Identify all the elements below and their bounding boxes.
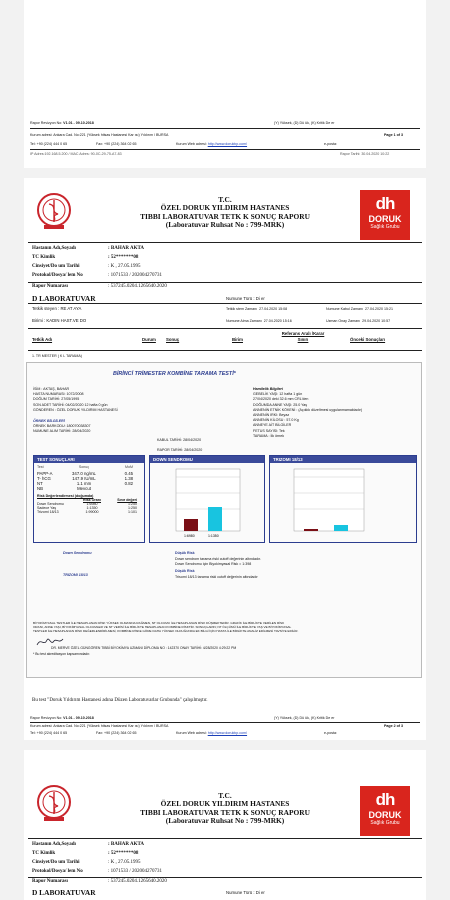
revision-label-2: Rapor Revizyon No: V1.01 - 09.10.2018 — [30, 716, 94, 720]
report-title: BİRİNCİ TRİMESTER KOMBİNE TARAMA TESTİ* — [113, 371, 236, 377]
flags-legend: (Y) Yüksek, (D) Dü ük, (K) Kritik De er — [274, 121, 335, 125]
protokol-value: : 1071533 / 202004270731 — [108, 273, 163, 278]
partner-note: Bu test "Doruk Yıldırım Hastanesi adına Düzen Laboratuvarlar Grubunda" çalışılmıştır. — [32, 698, 208, 703]
protokol-value-2: : 1071533 / 202004270731 — [108, 869, 163, 874]
page-2 — [24, 178, 426, 740]
dob-value-2: : K , 27.05.1995 — [108, 860, 141, 865]
protokol-label: Protokol/Dosya/ lem No — [32, 273, 83, 278]
kabul-tarihi: KABUL TARİHİ: 28/04/2020 — [157, 438, 202, 442]
patient-name-label-2: Hastanın Adı,Soyadı — [32, 842, 76, 847]
tel: Tel: +90 (224) 444 0 65 — [30, 142, 68, 146]
down-chart-svg — [150, 463, 264, 539]
department-2: D LABORATUVAR — [32, 888, 96, 897]
web-link[interactable]: http://www.doruktıp.com/ — [207, 142, 248, 146]
ip-line: IP Adres:192.168.5.200 / MAC Adres: 90-0C-29-75-A7-83 — [30, 152, 122, 156]
page-number-2: Page 2 of 3 — [384, 724, 403, 728]
protokol-label-2: Protokol/Dosya/ lem No — [32, 869, 83, 874]
flags-legend-2: (Y) Yüksek, (D) Dü ük, (K) Kritik De er — [274, 716, 335, 720]
web-address-2: Kurum Web adresi: http://www.doruktıp.com/ — [176, 731, 248, 735]
patient-name-label: Hastanın Adı,Soyadı — [32, 246, 76, 251]
col-birim: Birim — [232, 337, 243, 342]
unit: Birimi : KADIN HAST.VE DO — [32, 318, 87, 323]
web-address: Kurum Web adresi: http://www.doruktıp.com/ — [176, 142, 248, 146]
header-title-2: T.C. ÖZEL DORUK YILDIRIM HASTANES TIBBI LABORATUVAR TETK K SONUÇ RAPORU (Laboratuvar Ruhsat No : 799-MRK) — [140, 791, 310, 826]
report-date: Rapor Tarihi: 30.04.2020 10:22 — [340, 152, 390, 156]
col-onceki: Önceki Sonuçları — [350, 337, 386, 342]
signature-line: DR. MERVE ÖZEL GÜNGÖREN TIBBİ BİYOKİMYA UZMANI DİPLOMA NO : 142370 ONAY TARİHİ: 4/28/2020 4:29:22 PM — [51, 646, 237, 650]
brand-sub: Sağlık Grubu — [370, 224, 400, 230]
fax-2: Fax: +90 (224) 364 02 65 — [96, 731, 137, 735]
svg-text:1:6980: 1:6980 — [184, 534, 195, 538]
collect-time: Numune Alma Zamanı 27.04.2020 15:16 — [226, 319, 292, 323]
email-label: e-posta: — [324, 142, 337, 146]
sample-type-2: Numune Türü : Di er — [226, 890, 265, 895]
approve-time: Uzman Onay Zamanı 29.04.2020 10:57 — [326, 319, 391, 323]
email-label-2: e-posta: — [324, 731, 337, 735]
header-title: T.C. ÖZEL DORUK YILDIRIM HASTANES TIBBI LABORATUVAR TETK K SONUÇ RAPORU (Laboratuvar Ruhsat No : 799-MRK) — [140, 195, 310, 230]
dob-label-2: Cinsiyet/Do um Tarihi — [32, 860, 80, 865]
tc-value: : 52*******08 — [108, 255, 139, 260]
embedded-report — [26, 362, 422, 678]
pregnancy-info: Hamilelik Bilgileri GEBELİK YAŞI: 12 hafta 1 gün 27/04/2020 deki 32.6 mm CRL'den DOĞUMDA ANNE YAŞI: 25.0 Yaş ANNENİN ETNİK KÖKENİ : (Açıklık düzeltmesi uygulanmamaktadır) ANNENİN IRKI: Beyaz ANNENİN KİLOSU : 57.0 Kg ANNEYE AİT BİLGİLER FETUS SAYISI: Tek TARAMA : İlk örnek — [253, 387, 363, 438]
page-3 — [24, 750, 426, 900]
brand-name: DORUK — [368, 214, 402, 224]
down-risk-label: Down Sendromu — [63, 551, 92, 555]
results-box: TEST SONUÇLARI Test Sonuç MoM PAPP-A 347.0 ng/mL 0.45 T- hCG 147.9 IU/mL 1.38 NT 1.1 mm 0.82 NB Mevcut Risk Değerlendirmesi (doğumda) Risk Oranı Sınır değeri Down Sendromu 1:6980 1:250 Sadece Yaş 1:1350 1:250 Trizomi 18/13 1:99000 1:101 — [33, 455, 145, 543]
tc-label-2: TC Kimlik — [32, 851, 56, 856]
revision-label: Rapor Revizyon No: V1.01 - 09.10.2018 — [30, 121, 94, 125]
col-durum: Durum — [142, 337, 156, 342]
col-referans: Referans Aralı /Karar Sınırı — [281, 331, 325, 342]
dob-label: Cinsiyet/Do um Tarihi — [32, 264, 80, 269]
col-tetkik: Tetkik Adı — [32, 337, 53, 342]
down-bar-risk — [184, 519, 198, 531]
footnote: * Bu test akreditasyon kapsamındadır. — [33, 652, 91, 656]
requester: Tetkik steyen : RE AT AYA — [32, 306, 82, 311]
trisomy-risk-text: Düşük Risk — [175, 569, 195, 573]
request-time: Tetkik stem Zamanı 27.04.2020 15:08 — [226, 307, 288, 311]
department: D LABORATUVAR — [32, 294, 96, 303]
svg-text:1:1350: 1:1350 — [208, 534, 219, 538]
sample-type: Numune Türü : Di er — [226, 296, 265, 301]
tel-2: Tel: +90 (224) 444 0 65 — [30, 731, 68, 735]
page-number: Page 1 of 3 — [384, 133, 403, 137]
trisomy-desc: Trisomi 18/13 tarama riski cutoff değerinin altındadır — [175, 575, 258, 579]
rapor-tarihi: RAPOR TARİHİ: 28/04/2020 — [157, 448, 203, 452]
rapor-label: Rapor Numarası — [32, 284, 68, 289]
institution-address-2: Kurum adresi: Ankara Cad. No:221 (Yüksek htisas Hastanesi Kar ısı) Yıldırım / BURSA — [30, 724, 169, 728]
doruk-logo-2: dh DORUK Sağlık Grubu — [360, 786, 410, 836]
patient-name: : BAHAR AKTA — [108, 246, 145, 251]
accept-time: Numune Kabul Zamanı 27.04.2020 15:21 — [326, 307, 393, 311]
down-desc-1: Down sendrom tarama riski cutoff değerinin altındadır. — [175, 557, 262, 561]
fax: Fax: +90 (224) 364 02 65 — [96, 142, 137, 146]
down-desc-2: Down Sendromu için Biyokimyasal Risk = 1:398 — [175, 562, 252, 566]
col-sonuc: Sonuç — [166, 337, 180, 342]
rapor-label-2: Rapor Numarası — [32, 879, 68, 884]
brand-mark: dh — [375, 194, 395, 213]
trisomy-risk-label: TRIZOMI 18/13 — [63, 573, 88, 577]
tc-label: TC Kimlik — [32, 255, 56, 260]
institution-address: Kurum adresi: Ankara Cad. No:221 (Yüksek htisas Hastanesi Kar ısı) Yıldırım / BURSA — [30, 133, 169, 137]
page-1-footer — [24, 0, 426, 168]
down-bar-age — [208, 507, 222, 531]
tc-value-2: : 52*******08 — [108, 851, 139, 856]
section-title: 1. TR MESTER ( K L TARAMA) — [32, 354, 82, 358]
trisomy-chart: TRIZOMI 18/13 — [269, 455, 417, 543]
rapor-value: : 537245.0204.1265640.2020 — [108, 284, 167, 289]
patient-name-2: : BAHAR AKTA — [108, 842, 145, 847]
report-left-info: İSİM : AKTAŞ, BAHAR HASTA NUMARASI: 1072/2008 DOĞUM TARİHİ: 27/05/1995 SON ADET TARİHİ: 04/02/2020 12 hafta 0 gün GÖNDEREN : ÖZEL DORUK YILDIRIM HASTANESİ ÖRNEK BİLGİLERİ ÖRNEK BARKODU: 180070038307 NUMUNE ALIM TARİHİ: 28/04/2020 — [33, 387, 118, 434]
down-risk-text: Düşük Risk — [175, 551, 195, 555]
trisomy-chart-svg — [270, 463, 416, 539]
rapor-value-2: : 537245.0204.1265640.2020 — [108, 879, 167, 884]
down-syndrome-chart: DOWN SENDROMU 1:6980 1:1350 — [149, 455, 265, 543]
web-link-2[interactable]: http://www.doruktıp.com/ — [207, 731, 248, 735]
dob-value: : K , 27.05.1995 — [108, 264, 141, 269]
doruk-logo — [360, 190, 410, 240]
report-notes: BİYOKİMYASAL TESTLER İLE HESAPLANAN RİSK YÜKSEK OLMASINA RAĞMEN, NT OLCUMU İLE HESAPLANAN RİSK DÜŞMEKTEDİR. GRAFİK İLE BİRLİKTE VERİLEN RİSK ORANI, ANNE YAŞI, BİYOKİMYASAL OLCUMLER VE NT VERİSİ İLE BİRLİKTE HESAPLANAN KOMBİNE RİSKTİR. SONUÇLARIN; NT ÖLÇÜMÜ İLE BİRLİKTE YAŞ VE BİYOKİMYASAL TESTLER İLE HESAPLANAN RİSK DEĞERLENDİRİLMESİ, KOMBİNE RİSKE GÖRE DAHA YÜKSEK OLDUĞUNDA EK BİLGİ İÇİN HASTA İLE BİRLİKTE ANALİZ EDİLMESİ TAVSİYE EDİLİR. — [33, 621, 299, 634]
